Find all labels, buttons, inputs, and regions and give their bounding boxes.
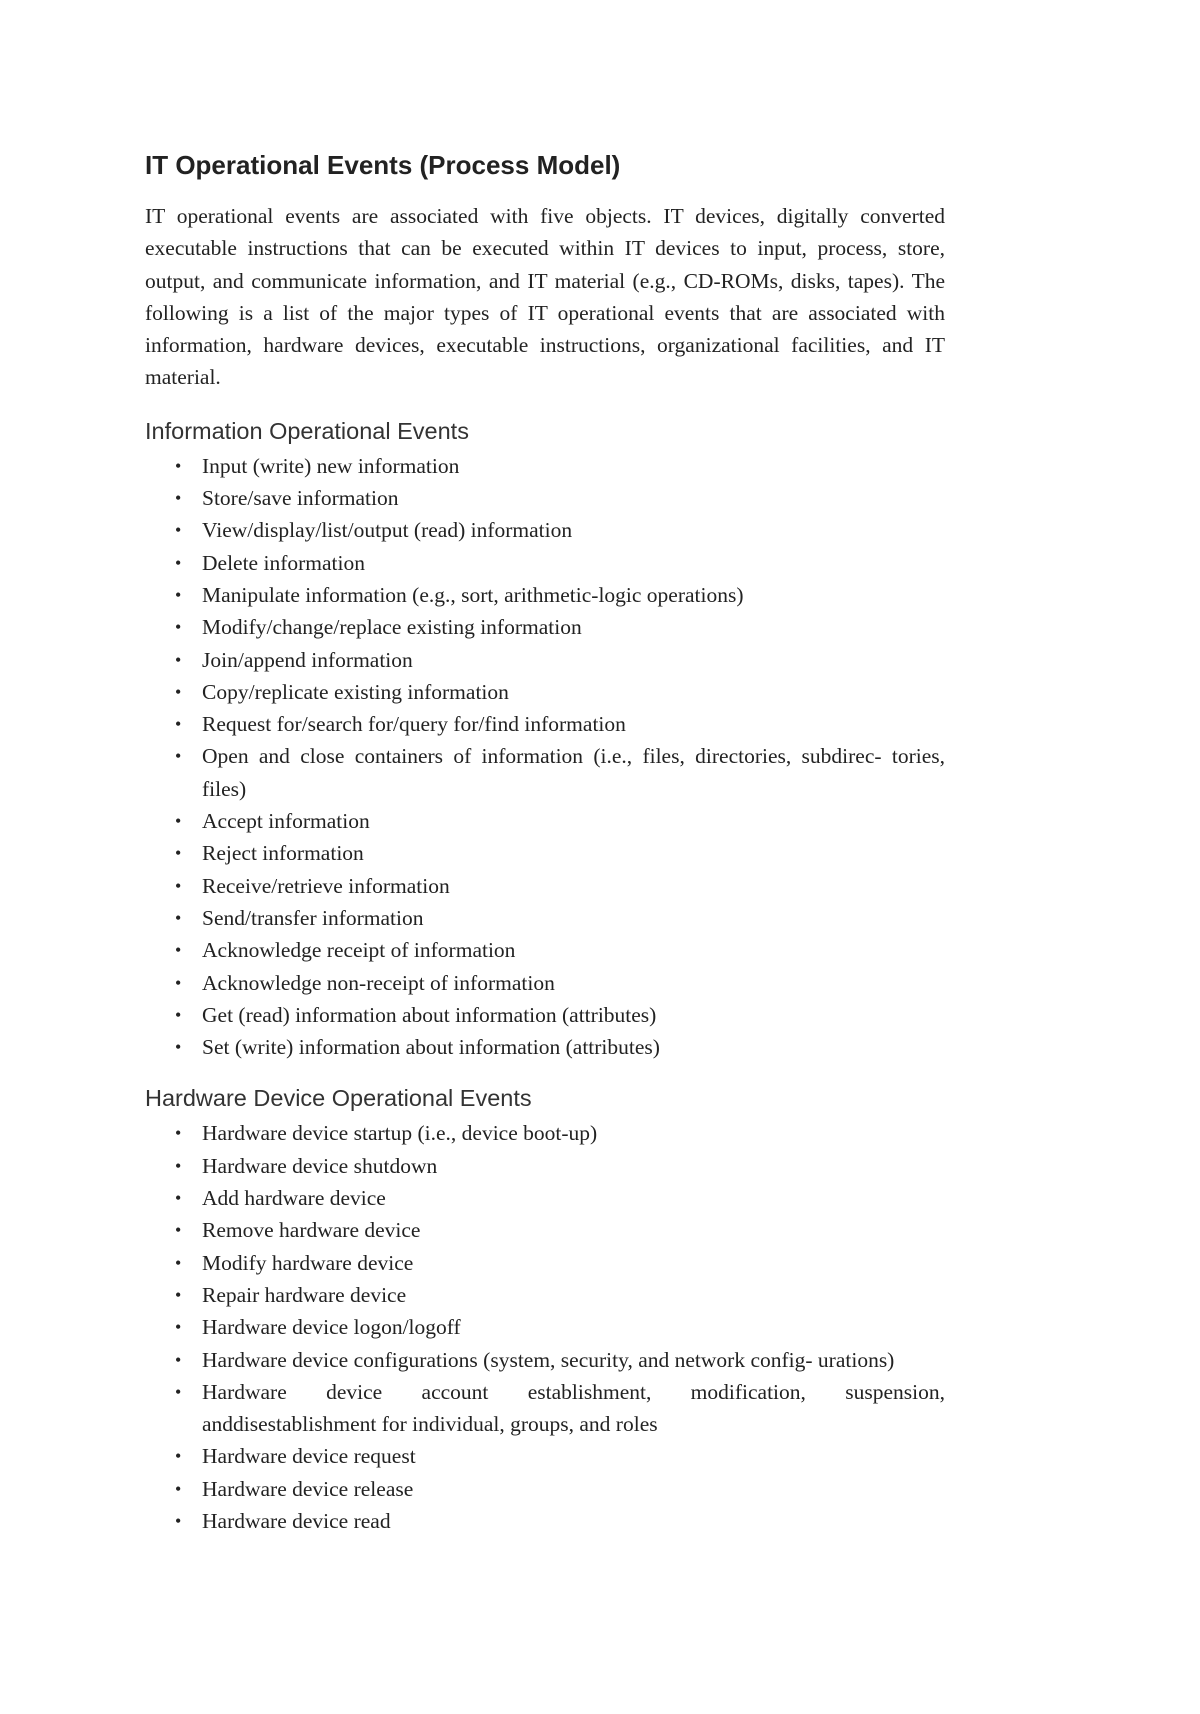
bullet-icon: • <box>175 972 182 993</box>
list-item-text: Hardware device read <box>202 1508 391 1533</box>
list-item <box>145 934 945 966</box>
bullet-icon: • <box>175 843 182 864</box>
bullet-icon: • <box>175 1004 182 1025</box>
list-item <box>145 547 945 579</box>
bullet-icon: • <box>175 1381 182 1402</box>
list-item-text: Receive/retrieve information <box>202 873 450 898</box>
section-heading-hardware: Hardware Device Operational Events <box>145 1085 532 1112</box>
list-item <box>145 805 945 837</box>
list-item-text: View/display/list/output (read) information <box>202 518 573 543</box>
list-item-text: Join/append information <box>202 647 413 672</box>
list-item <box>145 1150 945 1182</box>
list-item <box>145 644 945 676</box>
bullet-icon: • <box>175 746 182 767</box>
list-item-text: Input (write) new information <box>202 453 460 478</box>
bullet-icon: • <box>175 455 182 476</box>
bullet-icon: • <box>175 907 182 928</box>
bullet-icon: • <box>175 1284 182 1305</box>
list-item <box>145 870 945 902</box>
bullet-icon: • <box>175 1188 182 1209</box>
bullet-icon: • <box>175 1037 182 1058</box>
bullet-icon: • <box>175 617 182 638</box>
list-item <box>145 1440 945 1472</box>
bullet-icon: • <box>175 488 182 509</box>
list-item-text: Acknowledge receipt of information <box>202 938 516 963</box>
section-heading-information: Information Operational Events <box>145 417 469 444</box>
list-item <box>145 902 945 934</box>
list-item-text: Modify hardware device <box>202 1250 414 1275</box>
bullet-icon: • <box>175 1446 182 1467</box>
list-item-text: Hardware device shutdown <box>202 1153 438 1178</box>
list-item <box>145 482 945 514</box>
list-item <box>145 1376 945 1441</box>
list-item-text: Send/transfer information <box>202 905 424 930</box>
list-item-text: Hardware device logon/logoff <box>202 1315 461 1340</box>
list-item <box>145 1247 945 1279</box>
list-item-text: Request for/search for/query for/find information <box>202 712 626 737</box>
bullet-icon: • <box>175 584 182 605</box>
intro-paragraph: IT operational events are associated with five objects. IT devices, digitally converted executable instructions that can be executed within IT devices to input, process, store, output, and communicate information, and IT material (e.g., CD-ROMs, disks, tapes). The following is a list of the major types of IT operational events that are associated with information, hardware devices, executable instructions, organizational facilities, and IT material. <box>145 204 945 390</box>
list-item-text: Hardware device configurations (system, security, and network config- urations) <box>202 1347 895 1372</box>
list-item-text: Add hardware device <box>202 1186 386 1211</box>
list-item <box>145 1214 945 1246</box>
list-item-text: Hardware device account establishment, modification, suspension, anddisestablishment for individual, groups, and roles <box>202 1379 945 1437</box>
document-page <box>145 148 945 1557</box>
list-item-text: Accept information <box>202 809 370 834</box>
bullet-icon: • <box>175 649 182 670</box>
list-item-text: Reject information <box>202 841 364 866</box>
list-item <box>145 1473 945 1505</box>
bullet-icon: • <box>175 940 182 961</box>
bullet-icon: • <box>175 1510 182 1531</box>
bullet-icon: • <box>175 1317 182 1338</box>
list-item-text: Hardware device startup (i.e., device boot-up) <box>202 1121 598 1146</box>
list-item-text: Store/save information <box>202 486 399 511</box>
list-item <box>145 708 945 740</box>
list-item <box>145 579 945 611</box>
bullet-icon: • <box>175 681 182 702</box>
list-item <box>145 837 945 869</box>
list-item-text: Delete information <box>202 550 365 575</box>
bullet-icon: • <box>175 552 182 573</box>
hardware-events-list <box>145 1117 945 1537</box>
bullet-icon: • <box>175 1155 182 1176</box>
list-item <box>145 514 945 546</box>
list-item <box>145 1344 945 1376</box>
bullet-icon: • <box>175 1478 182 1499</box>
page-title: IT Operational Events (Process Model) <box>145 150 621 180</box>
list-item <box>145 1279 945 1311</box>
list-item-text: Hardware device release <box>202 1476 414 1501</box>
list-item <box>145 1031 945 1063</box>
list-item-text: Open and close containers of information (i.e., files, directories, subdirec- tories, files) <box>202 744 945 801</box>
information-events-list <box>145 450 945 1064</box>
list-item-text: Manipulate information (e.g., sort, arithmetic-logic operations) <box>202 582 744 607</box>
list-item-text: Set (write) information about information (attributes) <box>202 1035 660 1060</box>
list-item <box>145 1117 945 1149</box>
list-item <box>145 611 945 643</box>
list-item-text: Hardware device request <box>202 1444 416 1469</box>
list-item <box>145 1182 945 1214</box>
list-item-text: Modify/change/replace existing information <box>202 615 582 640</box>
list-item <box>145 450 945 482</box>
list-item-text: Remove hardware device <box>202 1218 421 1243</box>
bullet-icon: • <box>175 811 182 832</box>
list-item <box>145 967 945 999</box>
bullet-icon: • <box>175 875 182 896</box>
list-item-text: Acknowledge non-receipt of information <box>202 970 555 995</box>
list-item-text: Copy/replicate existing information <box>202 679 509 704</box>
bullet-icon: • <box>175 1220 182 1241</box>
list-item <box>145 999 945 1031</box>
list-item-text: Get (read) information about information (attributes) <box>202 1002 657 1027</box>
bullet-icon: • <box>175 1252 182 1273</box>
list-item <box>145 740 945 805</box>
bullet-icon: • <box>175 1123 182 1144</box>
list-item <box>145 1311 945 1343</box>
list-item <box>145 1505 945 1537</box>
bullet-icon: • <box>175 1349 182 1370</box>
list-item <box>145 676 945 708</box>
bullet-icon: • <box>175 714 182 735</box>
bullet-icon: • <box>175 520 182 541</box>
list-item-text: Repair hardware device <box>202 1282 407 1307</box>
